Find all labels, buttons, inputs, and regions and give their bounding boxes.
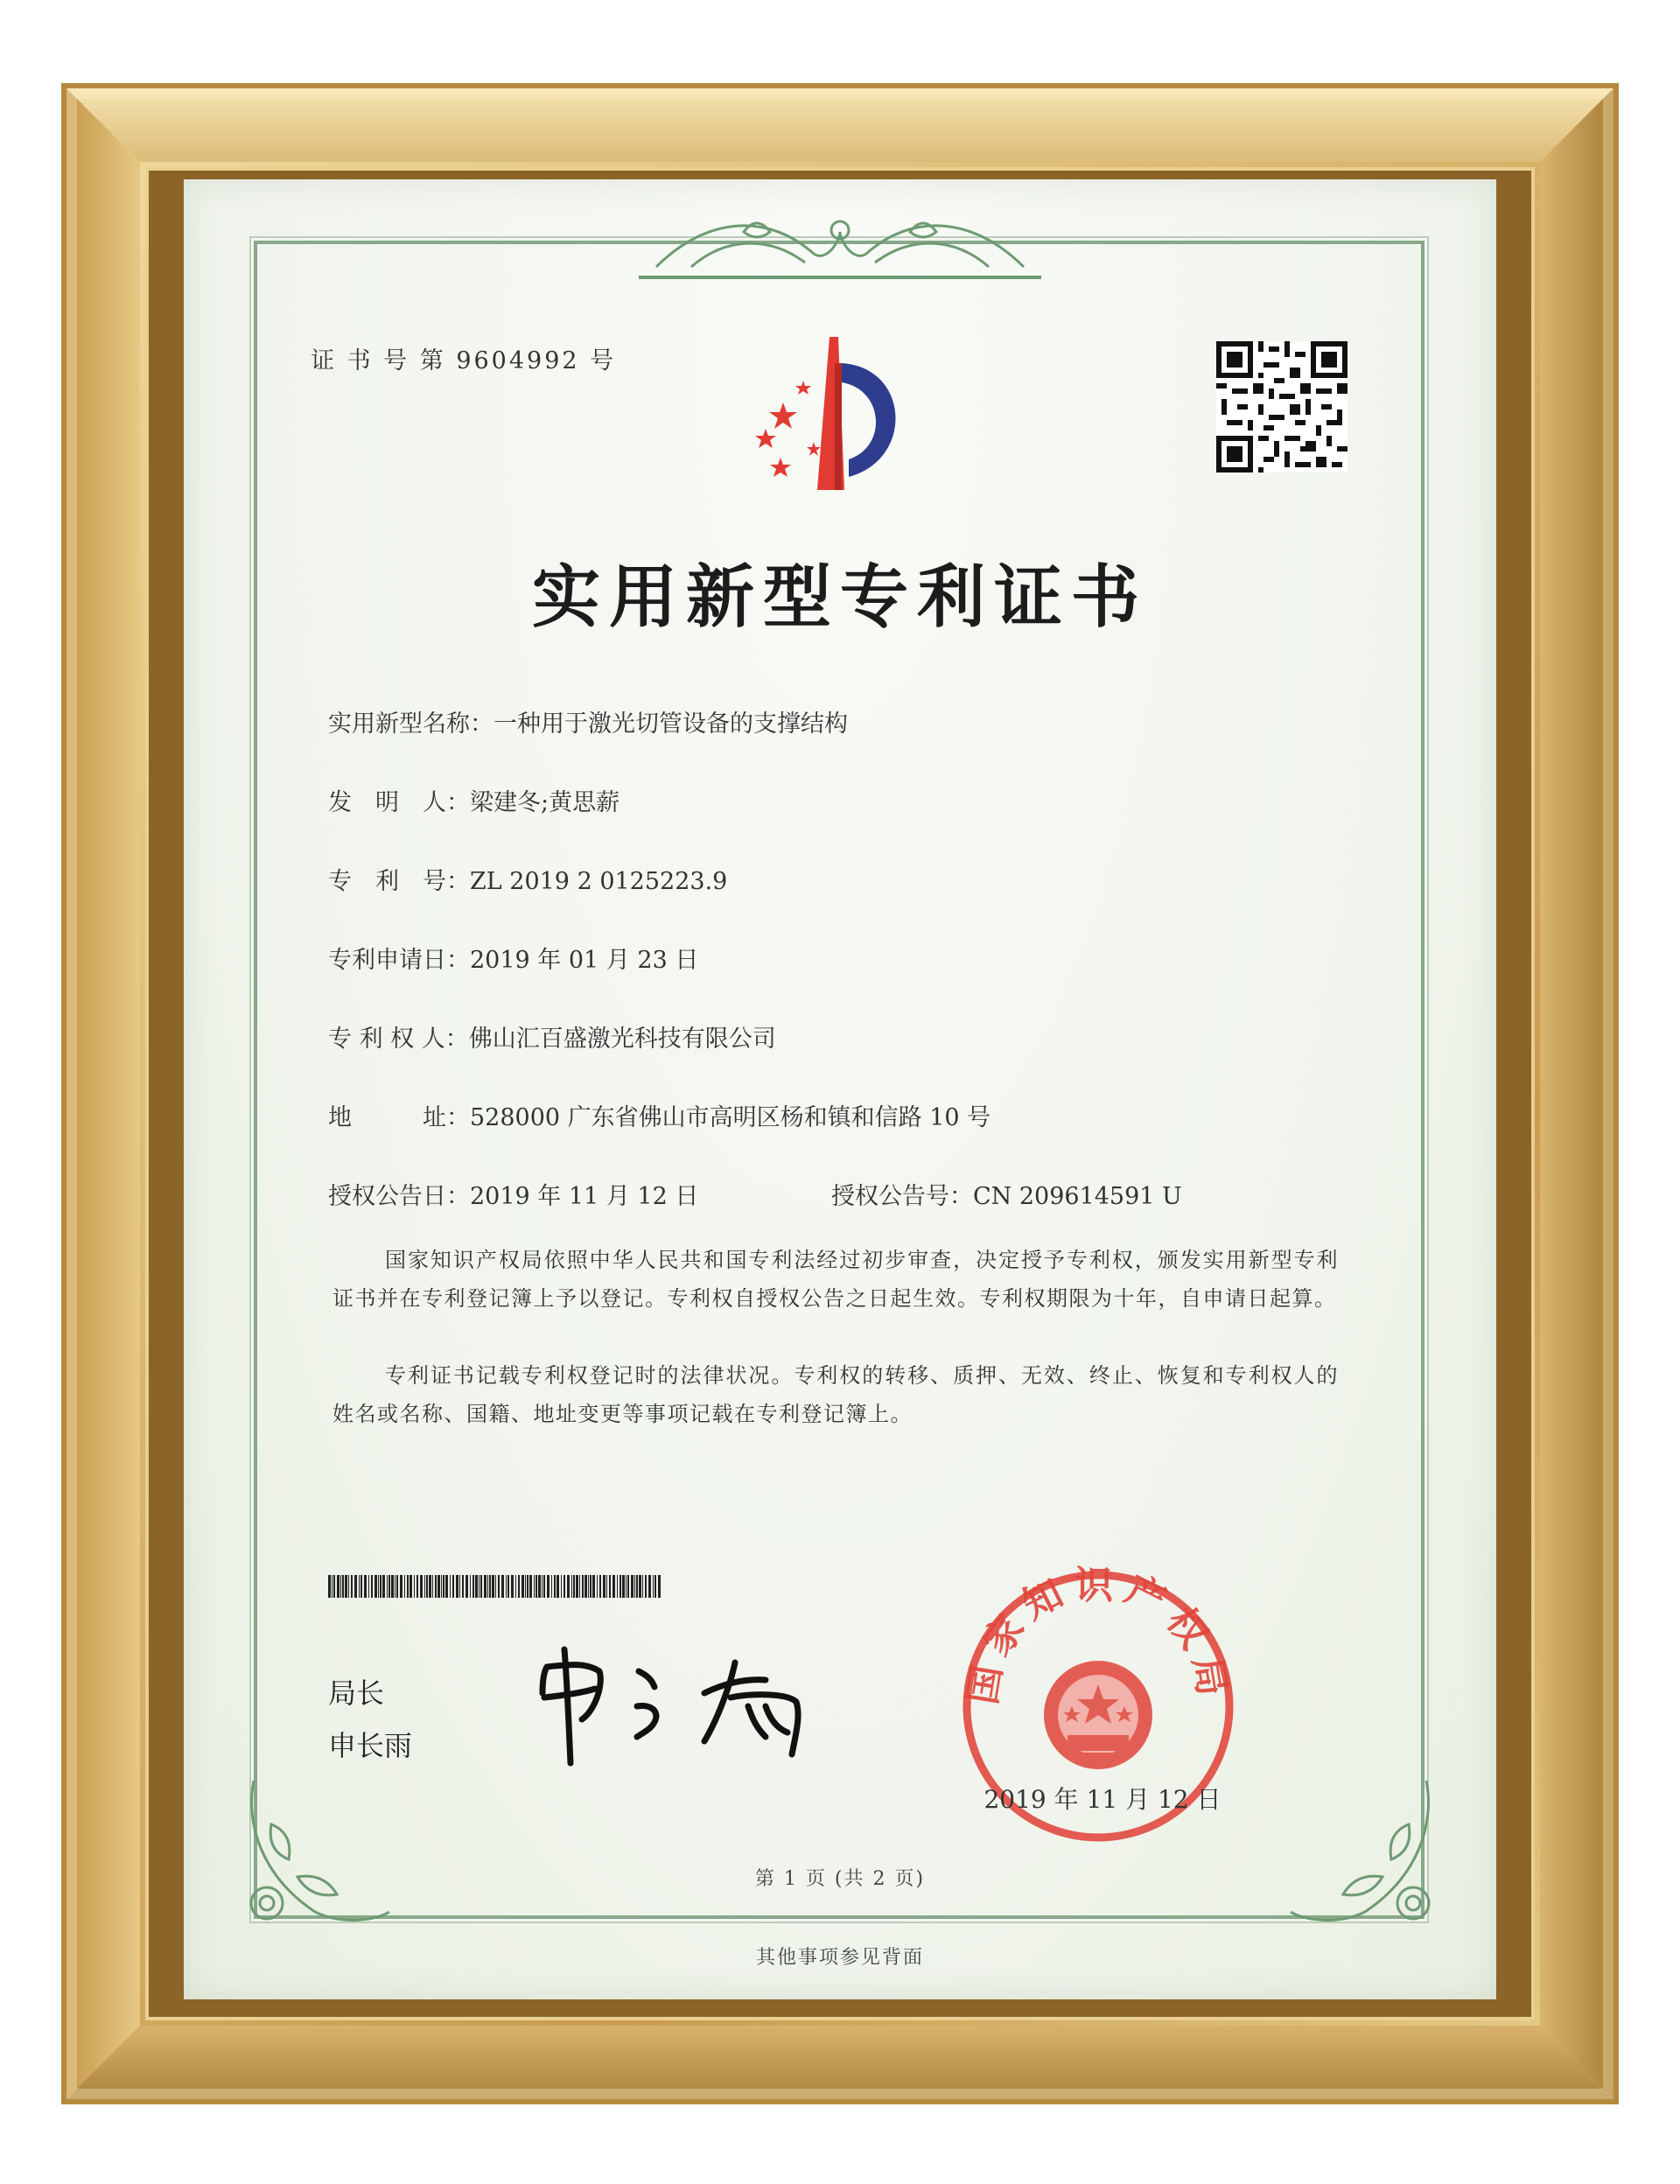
corner-ornament-left-icon — [236, 1772, 394, 1929]
page-number: 第 1 页 (共 2 页) — [754, 1868, 926, 1890]
qr-code-icon — [1216, 341, 1348, 472]
certificate-title: 实用新型专利证书 — [531, 557, 1148, 637]
corner-ornament-right-icon — [1286, 1772, 1444, 1929]
top-ornament-icon — [639, 206, 1041, 284]
field-address: 地 址：528000 广东省佛山市高明区杨和镇和信路 10 号 — [328, 1104, 991, 1131]
field-patent-number: 专 利 号：ZL 2019 2 0125223.9 — [328, 868, 728, 895]
field-announcement-number: 授权公告号：CN 209614591 U — [831, 1183, 1182, 1210]
director-title: 局长 — [328, 1676, 385, 1710]
certificate-paper — [184, 179, 1496, 1999]
patent-office-logo-icon — [726, 328, 936, 503]
seal-text: 国家知识产权局 — [960, 1563, 1236, 1708]
field-inventor: 发 明 人：梁建冬;黄思薪 — [328, 789, 620, 816]
seal-date: 2019 年 11 月 12 日 — [984, 1785, 1222, 1814]
field-patentee: 专 利 权 人：佛山汇百盛激光科技有限公司 — [328, 1026, 776, 1053]
certificate-number: 证 书 号 第 9604992 号 — [311, 347, 617, 374]
field-utility-model-name: 实用新型名称：一种用于激光切管设备的支撑结构 — [328, 710, 848, 738]
see-back-note: 其他事项参见背面 — [755, 1947, 924, 1969]
field-grant-date: 授权公告日：2019 年 11 月 12 日 — [328, 1183, 699, 1210]
director-name: 申长雨 — [328, 1729, 413, 1762]
field-application-date: 专利申请日：2019 年 01 月 23 日 — [328, 947, 699, 974]
barcode-icon — [328, 1575, 661, 1598]
director-signature — [534, 1645, 849, 1768]
body-paragraph-2: 专利证书记载专利权登记时的法律状况。专利权的转移、质押、无效、终止、恢复和专利权人的姓名或名称、国籍、地址变更等事项记载在专利登记簿上。 — [332, 1363, 1339, 1426]
body-paragraph-1: 国家知识产权局依照中华人民共和国专利法经过初步审查，决定授予专利权，颁发实用新型专利证书并在专利登记簿上予以登记。专利权自授权公告之日起生效。专利权期限为十年，自申请日起算。 — [332, 1248, 1339, 1311]
